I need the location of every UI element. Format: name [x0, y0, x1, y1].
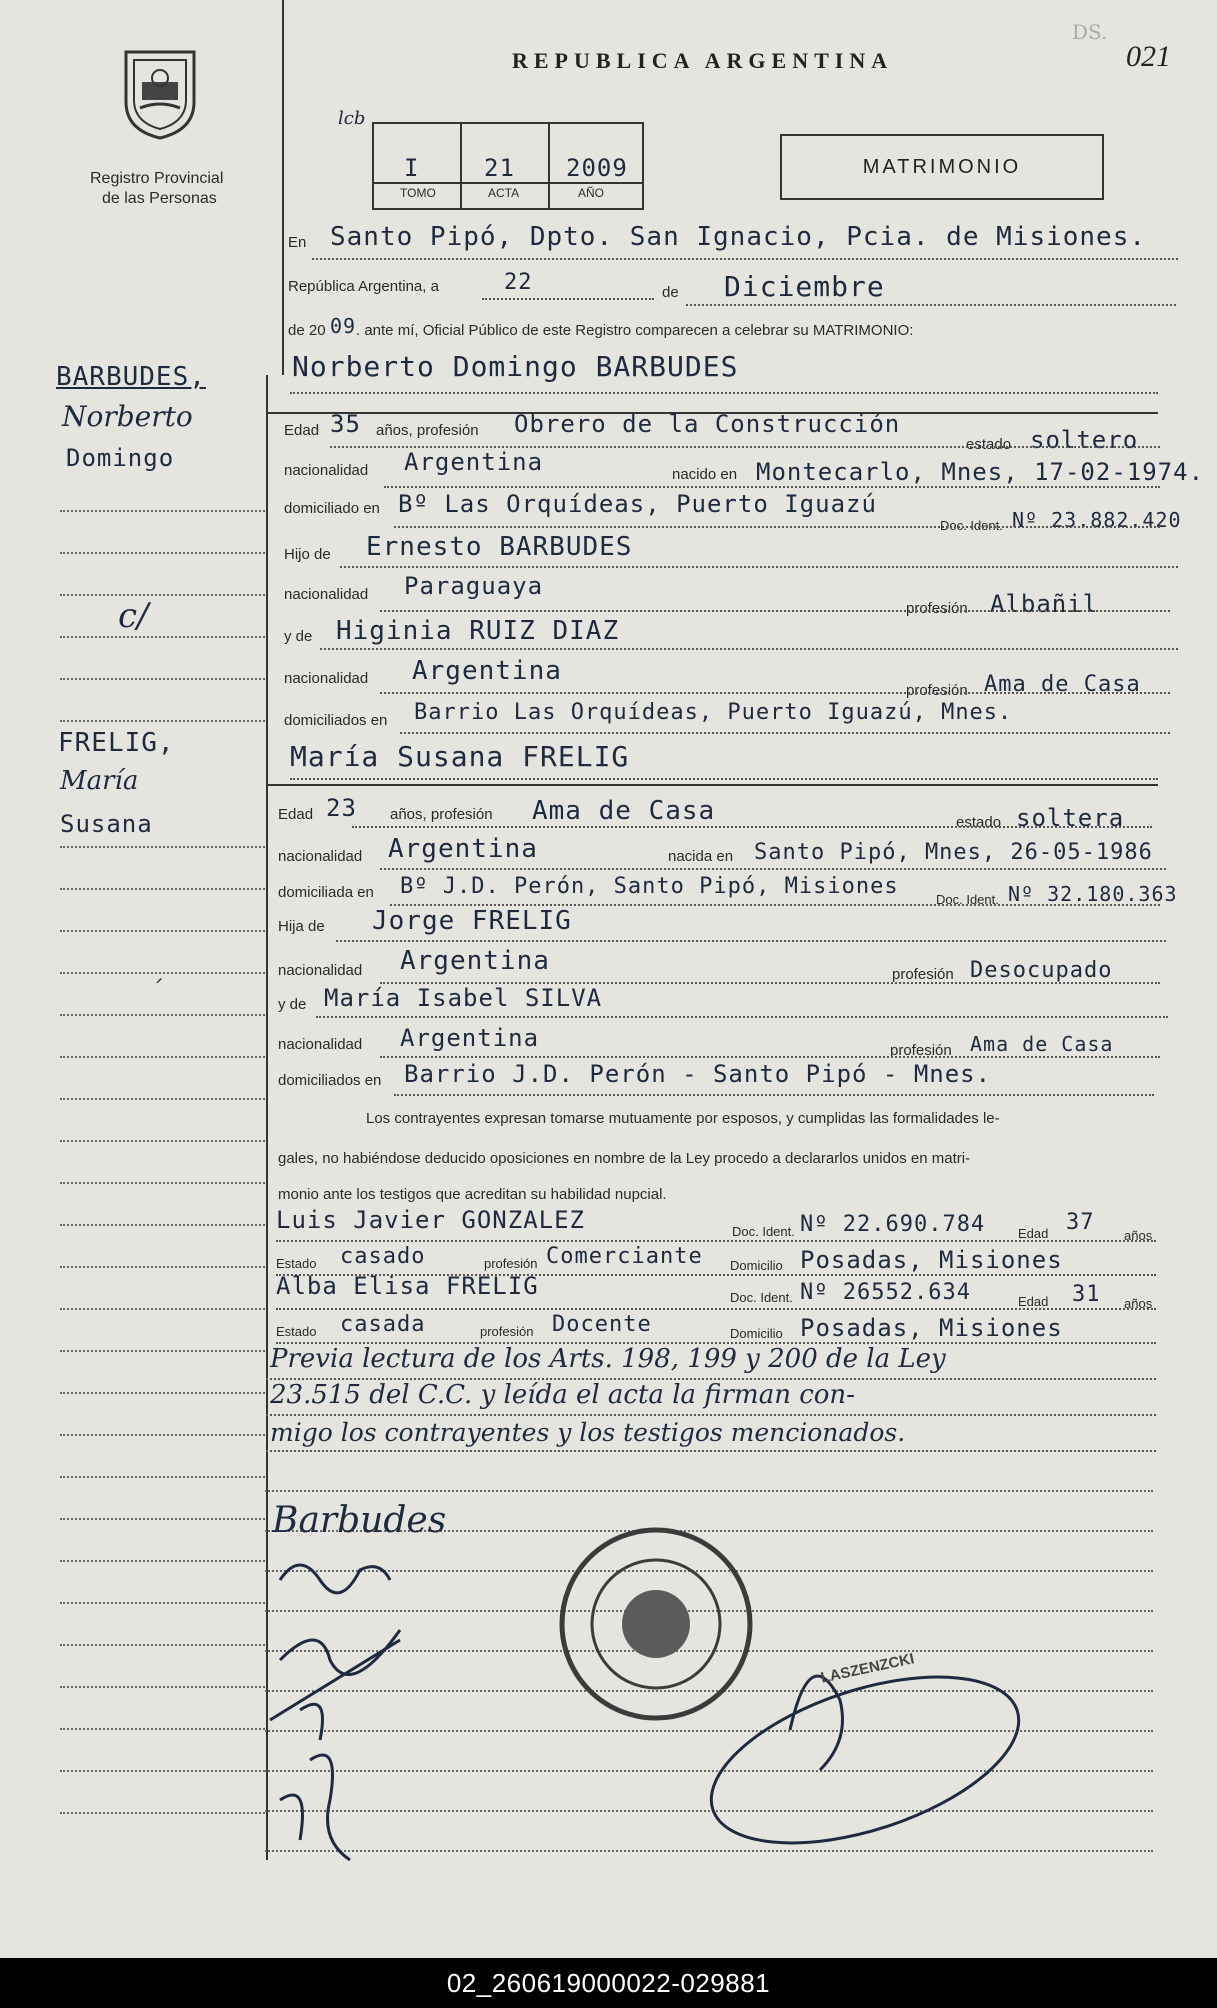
bride-full-name: María Susana FRELIG — [290, 740, 630, 773]
bride-parents-dom-label: domiciliados en — [278, 1072, 382, 1089]
de-label: de — [662, 284, 679, 301]
bride-estado: soltera — [1016, 804, 1125, 832]
groom-father-nac-label: nacionalidad — [284, 586, 369, 603]
groom-father-nac: Paraguaya — [404, 572, 544, 600]
witness1-doc: Nº 22.690.784 — [800, 1212, 986, 1237]
witness1-profesion: Comerciante — [546, 1244, 703, 1269]
margin-rule — [60, 1014, 265, 1016]
witness2-profesion: Docente — [552, 1312, 652, 1337]
provincial-seal — [118, 42, 202, 142]
witness1-doc-label: Doc. Ident. — [732, 1224, 795, 1239]
groom-edad-label: Edad — [284, 422, 320, 439]
bride-mother: María Isabel SILVA — [324, 984, 603, 1012]
witness2-anos-label: años — [1124, 1296, 1153, 1311]
signatures-drawing — [260, 1540, 440, 1880]
margin-rule — [60, 1056, 265, 1058]
groom-mother-prof: Ama de Casa — [984, 672, 1141, 697]
witness1-anos-label: años — [1124, 1228, 1153, 1243]
bride-estado-label: estado — [956, 814, 1002, 831]
groom-father-prof-label: profesión — [906, 600, 968, 617]
bride-father-nac-label: nacionalidad — [278, 962, 363, 979]
margin-rule — [60, 1182, 265, 1184]
declaration-line1: Los contrayentes expresan tomarse mutuamente por esposos, y cumplidas las formalidades le- — [366, 1110, 1000, 1127]
year-suffix: 09 — [330, 314, 357, 338]
margin-bride-name1: María — [60, 766, 139, 796]
margin-groom-name2: Domingo — [66, 444, 175, 472]
declaration-line2: gales, no habiéndose deducido oposiciones en nombre de la Ley procedo a declararlos unidos en matri- — [278, 1150, 971, 1167]
registry-name-line2: de las Personas — [102, 190, 217, 207]
act-number-box — [372, 122, 644, 210]
anio-label: AÑO — [578, 186, 605, 200]
margin-rule — [60, 1266, 265, 1268]
margin-groom-name1: Norberto — [62, 400, 193, 433]
footer-document-id: 02_260619000022-029881 — [446, 1968, 771, 1998]
margin-rule — [60, 1560, 265, 1562]
margin-rule — [60, 888, 265, 890]
witness1-estado-label: Estado — [276, 1256, 317, 1271]
closing-line2: 23.515 del C.C. y leída el acta la firman con- — [270, 1380, 855, 1410]
witness2-estado: casada — [340, 1312, 426, 1337]
margin-rule — [60, 1476, 265, 1478]
bride-nacida: Santo Pipó, Mnes, 26-05-1986 — [754, 840, 1153, 865]
anio-value: 2009 — [566, 154, 628, 182]
witness1-domicilio-label: Domicilio — [730, 1258, 783, 1273]
stamp-mark: lcb — [338, 108, 366, 129]
act-type-box — [780, 134, 1104, 200]
margin-rule — [60, 1728, 265, 1730]
margin-groom-surname: BARBUDES, — [56, 362, 206, 392]
witness2-profesion-label: profesión — [480, 1324, 534, 1339]
country-heading: REPUBLICA ARGENTINA — [512, 48, 894, 73]
bride-mother-nac: Argentina — [400, 1024, 540, 1052]
margin-rule — [60, 1098, 265, 1100]
bride-nac: Argentina — [388, 834, 538, 864]
republic-label: República Argentina, a — [288, 278, 439, 295]
margin-bride-surname: FRELIG, — [58, 728, 175, 758]
witness1-edad-label: Edad — [1018, 1226, 1049, 1241]
groom-estado-label: estado — [966, 436, 1012, 453]
act-type-label: MATRIMONIO — [862, 156, 1022, 178]
bride-edad: 23 — [326, 794, 357, 822]
official-signature — [700, 1620, 1030, 1860]
margin-tick-mark: ´ — [150, 976, 162, 1004]
groom-nac-label: nacionalidad — [284, 462, 369, 479]
groom-nacido: Montecarlo, Mnes, 17-02-1974. — [756, 458, 1205, 486]
witness1-profesion-label: profesión — [484, 1256, 538, 1271]
tomo-value: I — [404, 154, 420, 182]
margin-rule — [60, 552, 265, 554]
witness2-edad: 31 — [1072, 1282, 1101, 1307]
bride-doc: Nº 32.180.363 — [1008, 882, 1178, 906]
registry-name-line1: Registro Provincial — [90, 170, 224, 187]
groom-doc: Nº 23.882.420 — [1012, 508, 1182, 532]
year-prefix: de 20 — [288, 322, 326, 339]
margin-rule — [60, 1602, 265, 1604]
witness2-edad-label: Edad — [1018, 1294, 1049, 1309]
bride-profesion: Ama de Casa — [532, 796, 716, 826]
bride-father-prof-label: profesión — [892, 966, 954, 983]
groom-mother-nac: Argentina — [412, 656, 562, 686]
bride-father-nac: Argentina — [400, 946, 550, 976]
declaration-line3: monio ante los testigos que acreditan su habilidad nupcial. — [278, 1186, 667, 1203]
groom-nac: Argentina — [404, 448, 544, 476]
witness1-estado: casado — [340, 1244, 426, 1269]
en-label: En — [288, 234, 307, 251]
groom-father: Ernesto BARBUDES — [366, 532, 633, 562]
witness2-domicilio-label: Domicilio — [730, 1326, 783, 1341]
margin-rule — [60, 1770, 265, 1772]
bride-mother-prof-label: profesión — [890, 1042, 952, 1059]
margin-rule — [60, 636, 265, 638]
signature-groom: Barbudes — [272, 1500, 447, 1541]
groom-mother: Higinia RUIZ DIAZ — [336, 616, 620, 646]
bride-nac-label: nacionalidad — [278, 848, 363, 865]
margin-rule — [60, 1140, 265, 1142]
witness1-edad: 37 — [1066, 1210, 1095, 1235]
margin-rule — [60, 720, 265, 722]
acta-value: 21 — [484, 154, 515, 182]
witness1-name: Luis Javier GONZALEZ — [276, 1206, 585, 1234]
groom-doc-label: Doc. Ident. — [940, 518, 1003, 533]
margin-rule — [60, 1812, 265, 1814]
bride-hija-label: Hija de — [278, 918, 325, 935]
corner-mark: DS. — [1072, 20, 1108, 44]
groom-estado: soltero — [1030, 426, 1139, 454]
groom-profesion-label: años, profesión — [376, 422, 479, 439]
groom-full-name: Norberto Domingo BARBUDES — [292, 350, 739, 383]
margin-rule — [60, 930, 265, 932]
closing-line3: migo los contrayentes y los testigos mencionados. — [270, 1418, 906, 1447]
groom-dom: Bº Las Orquídeas, Puerto Iguazú — [398, 490, 877, 518]
left-margin-border — [282, 0, 284, 375]
margin-rule — [60, 1308, 265, 1310]
margin-conjunction: c/ — [118, 596, 149, 636]
official-name-stamp: LASZENZCKI — [819, 1650, 916, 1687]
closing-line1: Previa lectura de los Arts. 198, 199 y 200 de la Ley — [270, 1344, 946, 1374]
bride-father: Jorge FRELIG — [372, 906, 572, 936]
bride-nacida-label: nacida en — [668, 848, 734, 865]
folio-number: 021 — [1126, 40, 1171, 73]
bride-dom: Bº J.D. Perón, Santo Pipó, Misiones — [400, 874, 899, 899]
witness1-domicilio: Posadas, Misiones — [800, 1246, 1063, 1274]
margin-rule — [60, 1350, 265, 1352]
signature-rule — [265, 1490, 1153, 1492]
groom-parents-dom-label: domiciliados en — [284, 712, 388, 729]
witness2-name: Alba Elisa FRELIG — [276, 1272, 539, 1300]
ante-text: . ante mí, Oficial Público de este Registro comparecen a celebrar su MATRIMONIO: — [356, 322, 914, 339]
margin-rule — [60, 594, 265, 596]
margin-rule — [60, 846, 265, 848]
witness2-domicilio: Posadas, Misiones — [800, 1314, 1063, 1342]
margin-rule — [60, 510, 265, 512]
groom-mother-nac-label: nacionalidad — [284, 670, 369, 687]
bride-parents-dom: Barrio J.D. Perón - Santo Pipó - Mnes. — [404, 1060, 992, 1088]
margin-rule — [60, 1392, 265, 1394]
witness2-doc: Nº 26552.634 — [800, 1280, 971, 1305]
margin-rule — [60, 1644, 265, 1646]
bride-mother-prof: Ama de Casa — [970, 1032, 1114, 1056]
bride-edad-label: Edad — [278, 806, 314, 823]
month-value: Diciembre — [724, 270, 885, 303]
margin-rule — [60, 972, 265, 974]
witness2-estado-label: Estado — [276, 1324, 317, 1339]
acta-label: ACTA — [488, 186, 520, 200]
margin-rule — [60, 678, 265, 680]
margin-rule — [60, 1518, 265, 1520]
day-value: 22 — [504, 270, 533, 295]
bride-mother-nac-label: nacionalidad — [278, 1036, 363, 1053]
groom-yde-label: y de — [284, 628, 313, 645]
margin-rule — [60, 1224, 265, 1226]
margin-rule — [60, 1434, 265, 1436]
tomo-label: TOMO — [400, 186, 436, 200]
witness2-doc-label: Doc. Ident. — [730, 1290, 793, 1305]
margin-bride-name2: Susana — [60, 810, 153, 838]
margin-rule — [60, 1686, 265, 1688]
bride-yde-label: y de — [278, 996, 307, 1013]
bride-doc-label: Doc. Ident. — [936, 892, 999, 907]
bride-profesion-label: años, profesión — [390, 806, 493, 823]
place-value: Santo Pipó, Dpto. San Ignacio, Pcia. de Misiones. — [330, 222, 1147, 252]
groom-dom-label: domiciliado en — [284, 500, 380, 517]
groom-hijo-label: Hijo de — [284, 546, 331, 563]
bride-section-divider — [268, 784, 1158, 786]
groom-nacido-label: nacido en — [672, 466, 738, 483]
groom-profesion: Obrero de la Construcción — [514, 410, 901, 438]
groom-edad: 35 — [330, 410, 361, 438]
bride-father-prof: Desocupado — [970, 958, 1113, 983]
groom-father-prof: Albañil — [990, 590, 1099, 618]
groom-parents-dom: Barrio Las Orquídeas, Puerto Iguazú, Mnes. — [414, 700, 1013, 725]
bride-dom-label: domiciliada en — [278, 884, 374, 901]
groom-mother-prof-label: profesión — [906, 682, 968, 699]
